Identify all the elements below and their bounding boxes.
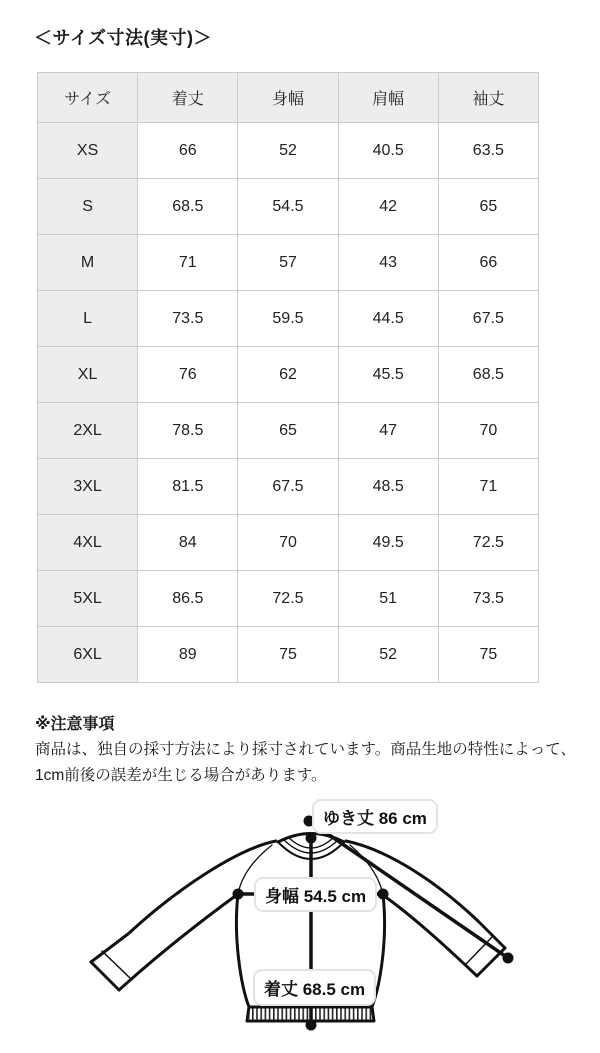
yuki-length-label: ゆき丈 86 cm [312,799,438,834]
col-header-shoulder: 肩幅 [338,73,438,123]
table-row [38,235,539,291]
cell-shoulder: 49.5 [338,515,438,571]
col-header-length: 着丈 [138,73,238,123]
right-armpit-dot [378,889,389,900]
cell-length: 71 [138,235,238,291]
table-row [38,403,539,459]
cell-shoulder: 52 [338,627,438,683]
cell-width: 52 [238,123,338,179]
cell-sleeve: 73.5 [438,571,538,627]
table-row [38,459,539,515]
cell-width: 57 [238,235,338,291]
row-size-label: 4XL [38,515,138,571]
cell-width: 65 [238,403,338,459]
cell-sleeve: 71 [438,459,538,515]
table-row [38,571,539,627]
cell-length: 73.5 [138,291,238,347]
row-size-label: XL [38,347,138,403]
table-row [38,123,539,179]
cell-shoulder: 48.5 [338,459,438,515]
cell-shoulder: 47 [338,403,438,459]
col-header-body-width: 身幅 [238,73,338,123]
cell-shoulder: 43 [338,235,438,291]
cell-shoulder: 42 [338,179,438,235]
table-row [38,291,539,347]
left-armpit-dot [233,889,244,900]
cell-shoulder: 44.5 [338,291,438,347]
cell-sleeve: 75 [438,627,538,683]
cell-length: 68.5 [138,179,238,235]
row-size-label: M [38,235,138,291]
col-header-sleeve: 袖丈 [438,73,538,123]
cell-width: 54.5 [238,179,338,235]
measurement-diagram [0,788,600,1053]
body-width-label: 身幅 54.5 cm [254,877,377,912]
page-title: ＜サイズ寸法(実寸)＞ [34,28,213,48]
table-row [38,179,539,235]
cell-width: 62 [238,347,338,403]
row-size-label: 5XL [38,571,138,627]
cell-length: 81.5 [138,459,238,515]
table-row [38,347,539,403]
notes-section [35,714,577,789]
cell-sleeve: 72.5 [438,515,538,571]
col-header-size: サイズ [38,73,138,123]
cell-width: 75 [238,627,338,683]
sweater-illustration [0,788,600,1053]
cell-width: 59.5 [238,291,338,347]
row-size-label: 3XL [38,459,138,515]
row-size-label: 6XL [38,627,138,683]
row-size-label: S [38,179,138,235]
cell-sleeve: 63.5 [438,123,538,179]
cell-length: 89 [138,627,238,683]
body-length-label: 着丈 68.5 cm [253,969,376,1006]
cell-sleeve: 66 [438,235,538,291]
cell-sleeve: 67.5 [438,291,538,347]
row-size-label: 2XL [38,403,138,459]
cell-width: 70 [238,515,338,571]
notes-heading: ※注意事項 [35,716,115,733]
cell-sleeve: 68.5 [438,347,538,403]
cuff-dot [503,953,514,964]
table-header-row [38,73,539,123]
cell-shoulder: 51 [338,571,438,627]
cell-length: 66 [138,123,238,179]
cell-length: 76 [138,347,238,403]
collar-dot [306,833,317,844]
cell-shoulder: 45.5 [338,347,438,403]
cell-shoulder: 40.5 [338,123,438,179]
row-size-label: XS [38,123,138,179]
hem-dot [306,1020,317,1031]
cell-length: 84 [138,515,238,571]
cell-sleeve: 70 [438,403,538,459]
notes-body: 商品は、独自の採寸方法により採寸されています。商品生地の特性によって、1cm前後の誤差が生じる場合があります。 [35,741,576,784]
cell-length: 86.5 [138,571,238,627]
cell-width: 67.5 [238,459,338,515]
cell-width: 72.5 [238,571,338,627]
row-size-label: L [38,291,138,347]
cell-sleeve: 65 [438,179,538,235]
table-row [38,515,539,571]
size-table [37,72,539,683]
cell-length: 78.5 [138,403,238,459]
table-row [38,627,539,683]
